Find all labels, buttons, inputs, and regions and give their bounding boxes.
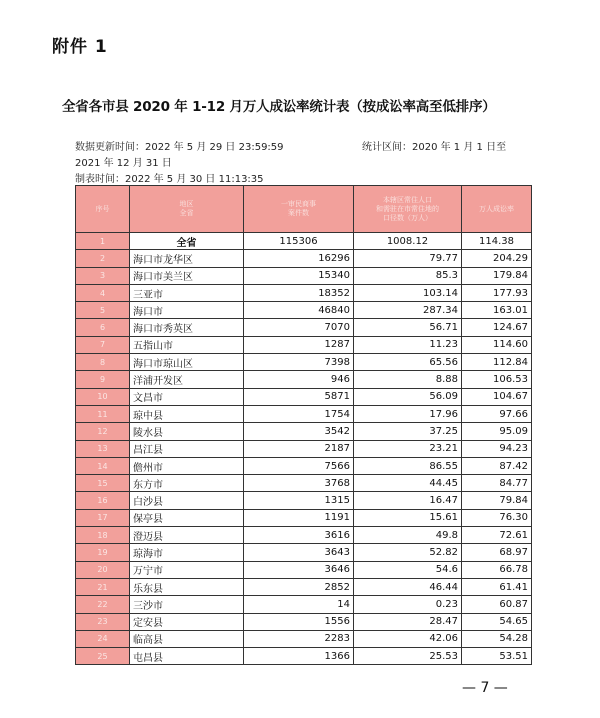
row-index: 23 <box>76 613 130 630</box>
litigation-rate: 97.66 <box>462 405 532 422</box>
region-name: 全省 <box>130 233 244 250</box>
litigation-rate-table <box>75 185 532 665</box>
case-count: 16296 <box>244 250 354 267</box>
case-count: 1556 <box>244 613 354 630</box>
case-count: 7398 <box>244 354 354 371</box>
row-index: 19 <box>76 544 130 561</box>
population: 287.34 <box>354 302 462 319</box>
case-count: 1315 <box>244 492 354 509</box>
header-cases: 一审民商事 案件数 <box>244 186 354 233</box>
header-index: 序号 <box>76 186 130 233</box>
region-name: 白沙县 <box>130 492 244 509</box>
litigation-rate: 106.53 <box>462 371 532 388</box>
region-name: 定安县 <box>130 613 244 630</box>
table-row <box>76 630 532 647</box>
litigation-rate: 204.29 <box>462 250 532 267</box>
litigation-rate: 53.51 <box>462 648 532 665</box>
row-index: 20 <box>76 561 130 578</box>
header-population: 本辖区常住人口 和需驻在市常住地的 口径数（万人） <box>354 186 462 233</box>
population: 42.06 <box>354 630 462 647</box>
row-index: 17 <box>76 509 130 526</box>
table-row <box>76 509 532 526</box>
table-row <box>76 250 532 267</box>
litigation-rate: 163.01 <box>462 302 532 319</box>
row-index: 7 <box>76 336 130 353</box>
region-name: 琼海市 <box>130 544 244 561</box>
header-region: 地区 全省 <box>130 186 244 233</box>
statistics-range: 统计区间：2020 年 1 月 1 日至 <box>362 142 507 153</box>
population: 11.23 <box>354 336 462 353</box>
region-name: 海口市龙华区 <box>130 250 244 267</box>
page-number: — 7 — <box>462 680 508 696</box>
population: 56.71 <box>354 319 462 336</box>
population: 103.14 <box>354 284 462 301</box>
row-index: 10 <box>76 388 130 405</box>
case-count: 18352 <box>244 284 354 301</box>
population: 56.09 <box>354 388 462 405</box>
table-row <box>76 319 532 336</box>
region-name: 琼中县 <box>130 405 244 422</box>
region-name: 三沙市 <box>130 596 244 613</box>
litigation-rate: 61.41 <box>462 578 532 595</box>
data-update-time: 数据更新时间：2022 年 5 月 29 日 23:59:59 <box>75 142 284 153</box>
case-count: 1366 <box>244 648 354 665</box>
population: 85.3 <box>354 267 462 284</box>
document-title: 全省各市县 2020 年 1-12 月万人成讼率统计表（按成讼率高至低排序） <box>62 99 496 115</box>
row-index: 9 <box>76 371 130 388</box>
row-index: 15 <box>76 475 130 492</box>
case-count: 5871 <box>244 388 354 405</box>
row-index: 4 <box>76 284 130 301</box>
row-index: 22 <box>76 596 130 613</box>
case-count: 7566 <box>244 457 354 474</box>
population: 44.45 <box>354 475 462 492</box>
row-index: 8 <box>76 354 130 371</box>
population: 0.23 <box>354 596 462 613</box>
region-name: 陵水县 <box>130 423 244 440</box>
litigation-rate: 76.30 <box>462 509 532 526</box>
litigation-rate: 104.67 <box>462 388 532 405</box>
litigation-rate: 112.84 <box>462 354 532 371</box>
region-name: 海口市琼山区 <box>130 354 244 371</box>
region-name: 文昌市 <box>130 388 244 405</box>
population: 54.6 <box>354 561 462 578</box>
table-row <box>76 475 532 492</box>
table-row <box>76 457 532 474</box>
table-row <box>76 544 532 561</box>
row-index: 18 <box>76 527 130 544</box>
row-index: 24 <box>76 630 130 647</box>
litigation-rate: 124.67 <box>462 319 532 336</box>
row-index: 13 <box>76 440 130 457</box>
litigation-rate: 84.77 <box>462 475 532 492</box>
case-count: 3646 <box>244 561 354 578</box>
case-count: 3542 <box>244 423 354 440</box>
population: 8.88 <box>354 371 462 388</box>
population: 23.21 <box>354 440 462 457</box>
population: 79.77 <box>354 250 462 267</box>
row-index: 11 <box>76 405 130 422</box>
population: 1008.12 <box>354 233 462 250</box>
table-row <box>76 371 532 388</box>
litigation-rate: 114.60 <box>462 336 532 353</box>
row-index: 1 <box>76 233 130 250</box>
statistics-range-end: 2021 年 12 月 31 日 <box>75 158 172 169</box>
table-row <box>76 596 532 613</box>
row-index: 6 <box>76 319 130 336</box>
litigation-rate: 54.28 <box>462 630 532 647</box>
region-name: 屯昌县 <box>130 648 244 665</box>
litigation-rate: 60.87 <box>462 596 532 613</box>
row-index: 25 <box>76 648 130 665</box>
row-index: 16 <box>76 492 130 509</box>
table-header-row <box>76 186 532 233</box>
table-row <box>76 527 532 544</box>
row-index: 2 <box>76 250 130 267</box>
region-name: 三亚市 <box>130 284 244 301</box>
table-row <box>76 284 532 301</box>
litigation-rate: 87.42 <box>462 457 532 474</box>
region-name: 海口市美兰区 <box>130 267 244 284</box>
population: 37.25 <box>354 423 462 440</box>
table-row <box>76 648 532 665</box>
case-count: 2852 <box>244 578 354 595</box>
litigation-rate: 54.65 <box>462 613 532 630</box>
table-row <box>76 561 532 578</box>
case-count: 7070 <box>244 319 354 336</box>
litigation-rate: 179.84 <box>462 267 532 284</box>
litigation-rate: 177.93 <box>462 284 532 301</box>
row-index: 5 <box>76 302 130 319</box>
litigation-rate: 72.61 <box>462 527 532 544</box>
region-name: 东方市 <box>130 475 244 492</box>
population: 17.96 <box>354 405 462 422</box>
population: 16.47 <box>354 492 462 509</box>
table-made-time: 制表时间：2022 年 5 月 30 日 11:13:35 <box>75 174 264 185</box>
table-row <box>76 440 532 457</box>
row-index: 12 <box>76 423 130 440</box>
row-index: 21 <box>76 578 130 595</box>
case-count: 3616 <box>244 527 354 544</box>
case-count: 1287 <box>244 336 354 353</box>
table-total-row <box>76 233 532 250</box>
table-row <box>76 423 532 440</box>
region-name: 儋州市 <box>130 457 244 474</box>
table-row <box>76 492 532 509</box>
population: 46.44 <box>354 578 462 595</box>
table-row <box>76 302 532 319</box>
case-count: 1754 <box>244 405 354 422</box>
table-row <box>76 578 532 595</box>
table-row <box>76 267 532 284</box>
region-name: 保亭县 <box>130 509 244 526</box>
case-count: 2187 <box>244 440 354 457</box>
case-count: 15340 <box>244 267 354 284</box>
litigation-rate: 68.97 <box>462 544 532 561</box>
population: 25.53 <box>354 648 462 665</box>
population: 49.8 <box>354 527 462 544</box>
population: 86.55 <box>354 457 462 474</box>
case-count: 2283 <box>244 630 354 647</box>
row-index: 3 <box>76 267 130 284</box>
case-count: 3768 <box>244 475 354 492</box>
case-count: 3643 <box>244 544 354 561</box>
population: 52.82 <box>354 544 462 561</box>
table-row <box>76 354 532 371</box>
table-row <box>76 336 532 353</box>
header-rate: 万人成讼率 <box>462 186 532 233</box>
attachment-label: 附件 1 <box>52 37 108 57</box>
litigation-rate: 66.78 <box>462 561 532 578</box>
row-index: 14 <box>76 457 130 474</box>
region-name: 洋浦开发区 <box>130 371 244 388</box>
table-row <box>76 405 532 422</box>
case-count: 946 <box>244 371 354 388</box>
case-count: 46840 <box>244 302 354 319</box>
population: 28.47 <box>354 613 462 630</box>
case-count: 14 <box>244 596 354 613</box>
table-row <box>76 613 532 630</box>
population: 65.56 <box>354 354 462 371</box>
table-row <box>76 388 532 405</box>
litigation-rate: 95.09 <box>462 423 532 440</box>
case-count: 1191 <box>244 509 354 526</box>
region-name: 乐东县 <box>130 578 244 595</box>
region-name: 五指山市 <box>130 336 244 353</box>
litigation-rate: 114.38 <box>462 233 532 250</box>
region-name: 海口市秀英区 <box>130 319 244 336</box>
litigation-rate: 94.23 <box>462 440 532 457</box>
region-name: 澄迈县 <box>130 527 244 544</box>
region-name: 昌江县 <box>130 440 244 457</box>
population: 15.61 <box>354 509 462 526</box>
case-count: 115306 <box>244 233 354 250</box>
litigation-rate: 79.84 <box>462 492 532 509</box>
region-name: 海口市 <box>130 302 244 319</box>
region-name: 临高县 <box>130 630 244 647</box>
region-name: 万宁市 <box>130 561 244 578</box>
